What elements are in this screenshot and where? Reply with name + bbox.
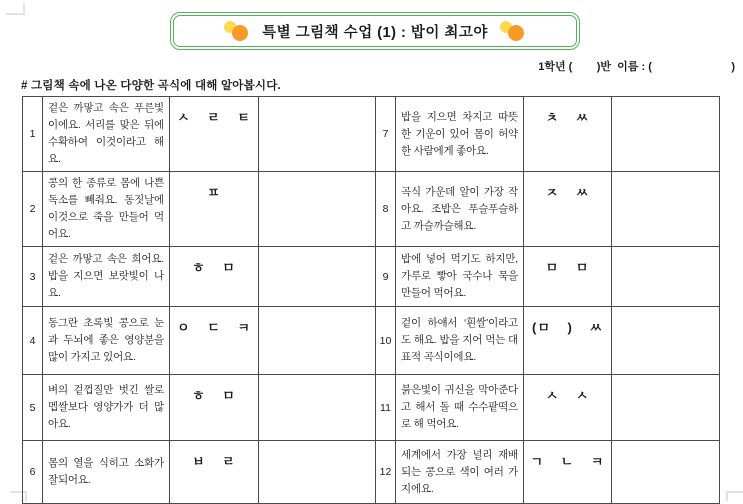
answer-blank-cell — [259, 375, 376, 441]
clue-text: 겉은 까맣고 속은 푸른빛 이에요. 서리를 맞은 뒤에 수확하여 이것이라고 해요. — [48, 102, 164, 165]
hint-consonants: ㅎ ㅁ — [192, 260, 236, 275]
hint-cell — [524, 375, 612, 441]
clue-text: 밥을 지으면 차지고 따뜻한 기운이 있어 몸이 허약한 사람에게 좋아요. — [401, 110, 518, 157]
clue-text: 곡식 가운데 알이 가장 작아요. 조밥은 푸슬푸슬하고 까슬까슬해요. — [401, 185, 518, 232]
hint-consonants: ㅇ ㄷ ㅋ — [177, 320, 251, 335]
table-row — [23, 375, 720, 441]
clue-text: 동그란 초록빛 콩으로 눈과 두뇌에 좋은 영양분을 많이 가지고 있어요. — [48, 317, 164, 363]
orange-dot-icon — [232, 25, 248, 41]
answer-blank-cell — [612, 172, 720, 247]
item-number: 11 — [376, 375, 396, 441]
answer-blank-cell — [259, 97, 376, 172]
orange-dot-icon — [508, 25, 524, 41]
clue-cell — [43, 441, 170, 504]
item-number: 8 — [376, 172, 396, 247]
grain-quiz-table — [22, 96, 720, 504]
clue-cell — [396, 172, 524, 247]
hint-consonants: ㅂ ㄹ — [192, 454, 236, 469]
hint-cell — [170, 307, 259, 375]
title-banner — [170, 12, 580, 50]
table-row — [23, 97, 720, 172]
answer-blank-cell — [612, 97, 720, 172]
hint-consonants: ㅈ ㅆ — [545, 185, 590, 200]
hint-cell — [524, 307, 612, 375]
clue-text: 몸의 열을 식히고 소화가 잘되어요. — [48, 457, 164, 486]
clue-text: 붉은빛이 귀신을 막아준다고 해서 돌 때 수수팥떡으로 해 먹어요. — [401, 384, 518, 430]
clue-cell — [43, 172, 170, 247]
hint-cell — [170, 172, 259, 247]
clue-cell — [43, 375, 170, 441]
table-row — [23, 247, 720, 307]
page-corner-mark-top-left — [6, 3, 25, 15]
hint-cell — [524, 97, 612, 172]
answer-blank-cell — [259, 172, 376, 247]
clue-text: 세계에서 가장 널리 재배되는 콩으로 색이 여러 가지에요. — [401, 448, 518, 495]
clue-cell — [43, 97, 170, 172]
hint-cell — [170, 97, 259, 172]
hint-cell — [170, 441, 259, 504]
hint-consonants: ㅊ ㅆ — [545, 110, 590, 125]
hint-cell — [170, 247, 259, 307]
hint-cell — [524, 441, 612, 504]
clue-cell — [43, 307, 170, 375]
hint-consonants: ㅅ ㄹ ㅌ — [177, 110, 251, 125]
clue-cell — [396, 247, 524, 307]
clue-text: 콩의 한 종류로 몸에 나쁜 독소를 빼줘요. 동짓날에 이것으로 죽을 만들어 먹어요. — [48, 177, 164, 240]
item-number: 7 — [376, 97, 396, 172]
answer-blank-cell — [259, 247, 376, 307]
hint-consonants: ㅁ ㅁ — [545, 260, 590, 275]
item-number: 6 — [23, 441, 43, 504]
clue-cell — [396, 97, 524, 172]
table-row — [23, 172, 720, 247]
item-number: 10 — [376, 307, 396, 375]
answer-blank-cell — [612, 441, 720, 504]
clue-cell — [396, 441, 524, 504]
hint-consonants: ㅅ ㅅ — [545, 388, 590, 403]
hint-consonants: ㄱ ㄴ ㅋ — [530, 454, 605, 469]
hint-consonants: ㅎ ㅁ — [192, 388, 236, 403]
decorative-dots-left — [222, 20, 252, 42]
hint-cell — [524, 247, 612, 307]
answer-blank-cell — [612, 307, 720, 375]
item-number: 9 — [376, 247, 396, 307]
decorative-dots-right — [498, 20, 528, 42]
table-row — [23, 441, 720, 504]
item-number: 12 — [376, 441, 396, 504]
clue-text: 밥에 넣어 먹기도 하지만, 가루로 빻아 국수나 묵을 만들어 먹어요. — [401, 253, 518, 299]
item-number: 1 — [23, 97, 43, 172]
clue-text: 겉이 하얘서 ‘흰쌀’이라고도 해요. 밥을 지어 먹는 대표적 곡식이에요. — [401, 317, 518, 363]
item-number: 5 — [23, 375, 43, 441]
grade-class-name-line: 1학년 ( )반 이름 : ( ) — [538, 61, 735, 73]
title-banner-inner — [173, 15, 577, 47]
item-number: 3 — [23, 247, 43, 307]
hint-cell — [524, 172, 612, 247]
clue-cell — [43, 247, 170, 307]
item-number: 2 — [23, 172, 43, 247]
answer-blank-cell — [259, 307, 376, 375]
clue-text: 겉은 까맣고 속은 희어요. 밥을 지으면 보랏빛이 나요. — [48, 253, 164, 299]
item-number: 4 — [23, 307, 43, 375]
clue-cell — [396, 307, 524, 375]
page-corner-mark-bottom-right — [726, 491, 743, 501]
answer-blank-cell — [612, 375, 720, 441]
instruction-text: # 그림책 속에 나온 다양한 곡식에 대해 알아봅시다. — [21, 80, 281, 92]
answer-blank-cell — [259, 441, 376, 504]
hint-cell — [170, 375, 259, 441]
answer-blank-cell — [612, 247, 720, 307]
clue-cell — [396, 375, 524, 441]
page-title: 특별 그림책 수업 (1) : 밥이 최고야 — [262, 24, 488, 41]
clue-text: 벼의 겉껍질만 벗긴 쌀로 멥쌀보다 영양가가 더 많아요. — [48, 384, 164, 430]
hint-consonants: ㅍ — [207, 185, 221, 200]
hint-consonants: (ㅁ ) ㅆ — [532, 320, 603, 335]
table-row — [23, 307, 720, 375]
